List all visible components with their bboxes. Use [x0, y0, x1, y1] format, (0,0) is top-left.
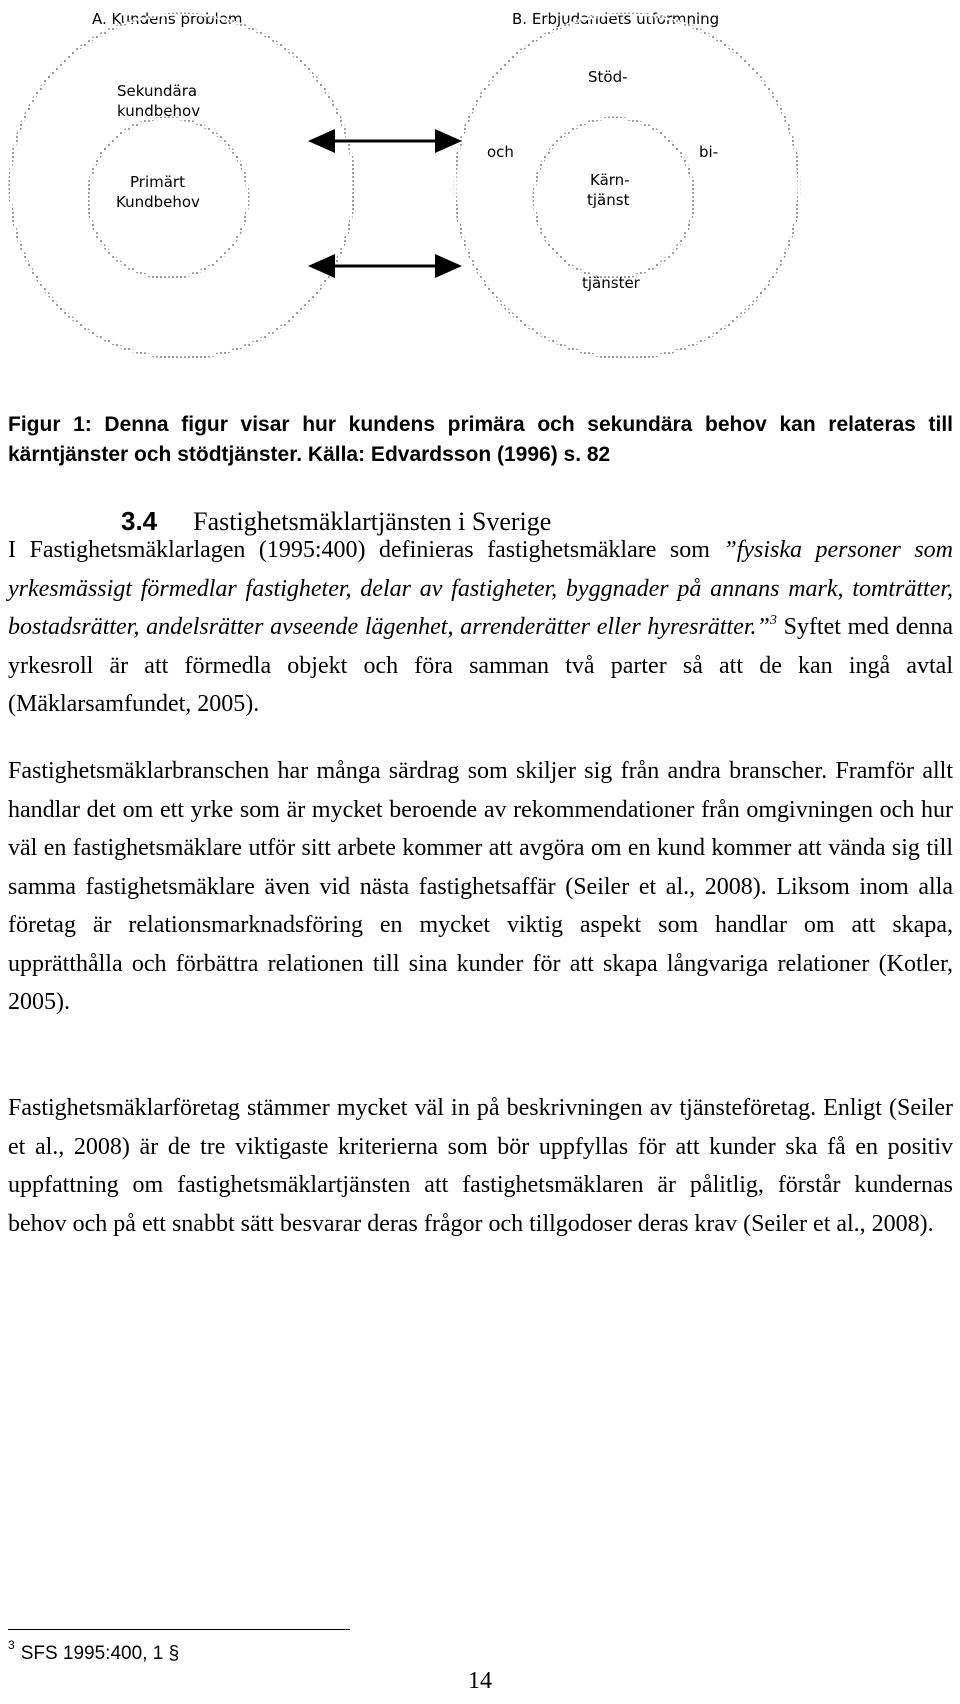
footnote-reference: 3	[769, 613, 777, 628]
paragraph-1	[8, 531, 953, 724]
right-inner-label-1: Kärn-	[590, 171, 630, 189]
footnote-mark: 3	[8, 1638, 15, 1652]
bottom-double-arrow	[308, 254, 462, 278]
footnote-divider	[8, 1629, 350, 1630]
top-double-arrow	[308, 129, 462, 153]
paragraph-2: Fastighetsmäklarbranschen har många särdrag som skiljer sig från andra branscher. Framför allt handlar det om ett yrke som är mycket beroende av rekommendationer från omgivningen och hur väl en fastighetsmäklare utför sitt arbete kommer att avgöra om en kund kommer att vända sig till samma fastighetsmäklare även vid nästa fastighetsaffär (Seiler et al., 2008). Liksom inom alla företag är relationsmarknadsföring en mycket viktig aspekt som handlar om att skapa, upprätthålla och förbättra relationen till sina kunder för att skapa långvariga relationer (Kotler, 2005).	[8, 758, 953, 1015]
left-inner-label-2: Kundbehov	[116, 193, 200, 211]
paragraph-1-quote: ”fysiska personer som yrkesmässigt förmedlar fastigheter, delar av fastigheter, byggnader på annans mark, tomträtter, bostadsrätter, andelsrätter avseende lägenhet, arrenderätter eller hyresrätter.”	[8, 537, 953, 640]
section-title: Fastighetsmäklartjänsten i Sverige	[193, 507, 552, 536]
section-number: 3.4	[121, 506, 158, 536]
right-inner-label-2: tjänst	[587, 191, 630, 209]
right-bi-label: bi-	[699, 143, 719, 161]
figure-title-b: B. Erbjudandets utformning	[512, 10, 720, 28]
right-och-label: och	[487, 143, 514, 161]
right-top-label: Stöd-	[588, 68, 628, 86]
page-number: 14	[468, 1668, 492, 1694]
figure-caption: Figur 1: Denna figur visar hur kundens primära och sekundära behov kan relateras till kärntjänster och stödtjänster. Källa: Edvardsson (1996) s. 82	[8, 413, 953, 466]
figure	[0, 0, 960, 380]
paragraph-1-intro: I Fastighetsmäklarlagen (1995:400) definieras fastighetsmäklare som	[8, 537, 724, 563]
paragraph-3: Fastighetsmäklarföretag stämmer mycket väl in på beskrivningen av tjänsteföretag. Enligt (Seiler et al., 2008) är de tre viktigaste kriterierna som bör uppfyllas för att kunder ska få en positiv uppfattning om fastighetsmäklartjänsten att fastighetsmäklaren är pålitlig, förstår kundernas behov och på ett snabbt sätt besvarar deras frågor och tillgodoser deras krav (Seiler et al., 2008).	[8, 1095, 953, 1237]
paragraph-1-rest: Syftet med denna yrkesroll är att förmedla objekt och föra samman två parter så att de kan ingå avtal (Mäklarsamfundet, 2005).	[8, 614, 954, 717]
figure-diagram	[0, 0, 960, 380]
left-inner-label-1: Primärt	[130, 173, 185, 191]
footnote-text: SFS 1995:400, 1 §	[20, 1643, 180, 1664]
right-bottom-label: tjänster	[582, 274, 640, 292]
left-outer-label-1: Sekundära	[117, 82, 198, 100]
left-outer-label-2: kundbehov	[117, 102, 201, 120]
figure-title-a: A. Kundens problem	[92, 10, 243, 28]
footnote	[8, 1638, 180, 1667]
